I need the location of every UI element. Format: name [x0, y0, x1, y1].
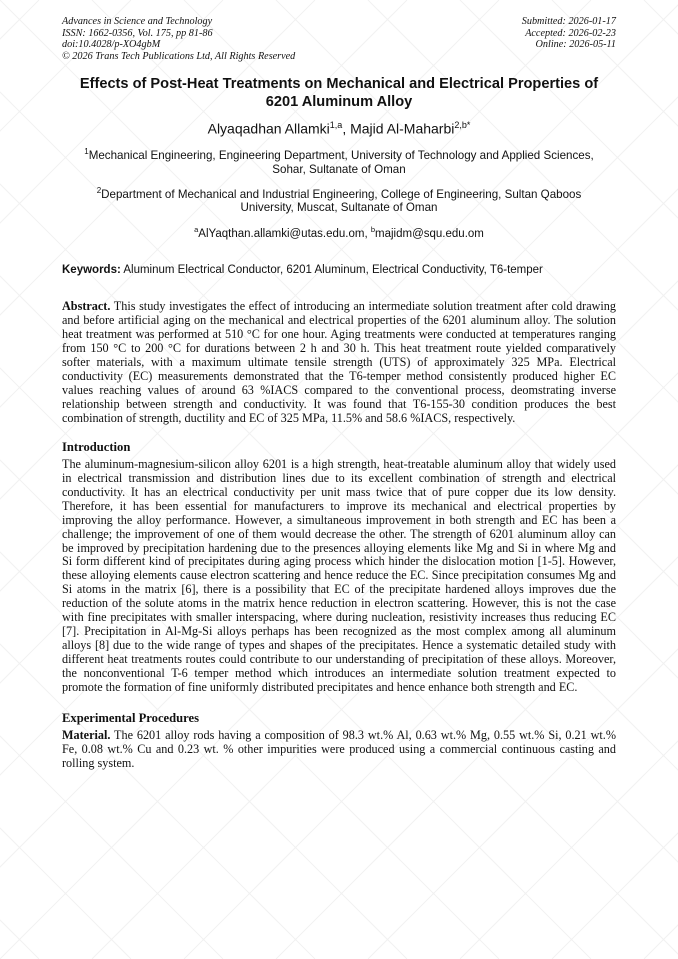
author-affiliation-marker: 2,b* — [454, 120, 471, 130]
email-link[interactable]: majidm@squ.edu.om — [375, 228, 484, 241]
author-name: Alyaqadhan Allamki — [207, 120, 330, 137]
paper-title: Effects of Post-Heat Treatments on Mechanical and Electrical Properties of 6201 Aluminum Alloy — [79, 76, 599, 110]
introduction-paragraph: The aluminum-magnesium-silicon alloy 6201 is a high strength, heat-treatable aluminum alloy that widely used in electrical transmission and distribution lines due to its excellent combination of strength and electrical conductivity. It has an electrical conductivity per unit mass twice that of pure copper due its low density. Therefore, it has been essential for manufacturers to improve its mechanical and electrical properties by improving the alloy performance. However, a simultaneous improvement in both strength and EC has been a challenge; the improvement of one of them would decrease the other. The strength of 6201 aluminum alloy can be improved by precipitation hardening due to the presences alloying elements like Mg and Si in where Mg and Si form different kind of precipitates during aging process which hinder the dislocation motion [1-5]. However, these alloying elements cause electron scattering and hence reduce the EC. Since precipitation consumes Mg and Si atoms in the matrix [6], there is a possibility that EC of the precipitate hardened alloys improves due the reduction of the solute atoms in the matrix hence reduction in electron scattering. However, this is not the case with fine precipitates with smaller interspacing, where during nucleation, resistivity increases thus reducing EC [7]. Precipitation in Al-Mg-Si alloys perhaps has been recognized as the most complex among all aluminum alloys [8] due to the wide range of types and shapes of the precipitates. Hence a systematic detailed study with different heat treatments routes could contribute to our understanding of precipitation of these alloys. Moreover, the nonconventional T-6 temper method which introduces an intermediate solution treatment expected to promote the formation of fine uniformly distributed precipitates and hence enhance both strength and EC. — [62, 456, 616, 695]
affiliation — [62, 145, 616, 177]
publication-dates — [522, 16, 616, 62]
paper-page — [62, 16, 616, 771]
email-marker: b — [370, 225, 376, 235]
author-separator: , — [342, 120, 351, 137]
journal-copyright: © 2026 Trans Tech Publications Ltd, All Rights Reserved — [62, 50, 296, 62]
submitted-date: Submitted: 2026-01-17 — [521, 16, 616, 27]
experimental-heading: Experimental Procedures — [62, 710, 199, 725]
email-marker: a — [194, 225, 199, 235]
email-link[interactable]: AlYaqthan.allamki@utas.edu.om, — [198, 228, 371, 241]
journal-info — [62, 16, 295, 62]
affiliation-text: Department of Mechanical and Industrial Engineering, College of Engineering, Sultan Qaboos University, Muscat, Sultanate of Oman — [101, 187, 582, 215]
abstract — [62, 300, 616, 426]
keywords-text: Aluminum Electrical Conductor, 6201 Aluminum, Electrical Conductivity, T6-temper — [120, 264, 543, 277]
keywords — [62, 263, 616, 277]
journal-name: Advances in Science and Technology — [62, 16, 213, 27]
material-label: Material. — [62, 727, 111, 742]
author-name: Majid Al-Maharbi — [350, 120, 455, 137]
abstract-label: Abstract. — [62, 299, 111, 314]
keywords-label: Keywords: — [62, 264, 121, 277]
affiliation-text: Mechanical Engineering, Engineering Department, University of Technology and Applied Sciences, Sohar, Sultanate of Oman — [88, 148, 594, 176]
journal-issn: ISSN: 1662-0356, Vol. 175, pp 81-86 — [62, 27, 213, 39]
online-date: Online: 2026-05-11 — [535, 39, 616, 50]
material-paragraph — [62, 729, 616, 771]
journal-header — [62, 16, 616, 62]
author-emails — [62, 223, 616, 241]
author-affiliation-marker: 1,a — [329, 120, 343, 130]
affiliation — [62, 184, 616, 216]
affiliation-marker: 2 — [96, 185, 102, 195]
journal-doi[interactable]: doi:10.4028/p-XO4gbM — [62, 39, 161, 50]
abstract-text: This study investigates the effect of introducing an intermediate solution treatment after cold drawing and before artificial aging on the mechanical and electrical properties of the 6201 aluminum alloy. The solution heat treatment was performed at 510 °C for one hour. Aging treatments were conducted at temperatures ranging from 150 °C to 200 °C for durations between 2 h and 30 h. This heat treatment route yielded comparatively softer materials, with a maximum ultimate tensile strength (UTS) of approximately 325 MPa. Electrical conductivity (EC) measurements demonstrated that the T6-temper method consistently produced higher EC values reaching values of around 63 %IACS compared to the conventional process, deomstrating inverse relationship between strength and conductivity. It was found that T6-155-30 condition produces the best combination of strength, ductility and EC of 325 MPa, 11.5% and 58.6 %IACS, respectively. — [62, 299, 616, 425]
author-list — [62, 117, 616, 138]
affiliation-marker: 1 — [84, 146, 89, 156]
accepted-date: Accepted: 2026-02-23 — [525, 27, 616, 39]
introduction-heading: Introduction — [62, 439, 131, 454]
material-text: The 6201 alloy rods having a composition of 98.3 wt.% Al, 0.63 wt.% Mg, 0.55 wt.% Si, 0.21 wt.% Fe, 0.08 wt.% Cu and 0.23 wt. % other impurities were produced using a commercial continuous casting and rolling system. — [62, 727, 616, 770]
